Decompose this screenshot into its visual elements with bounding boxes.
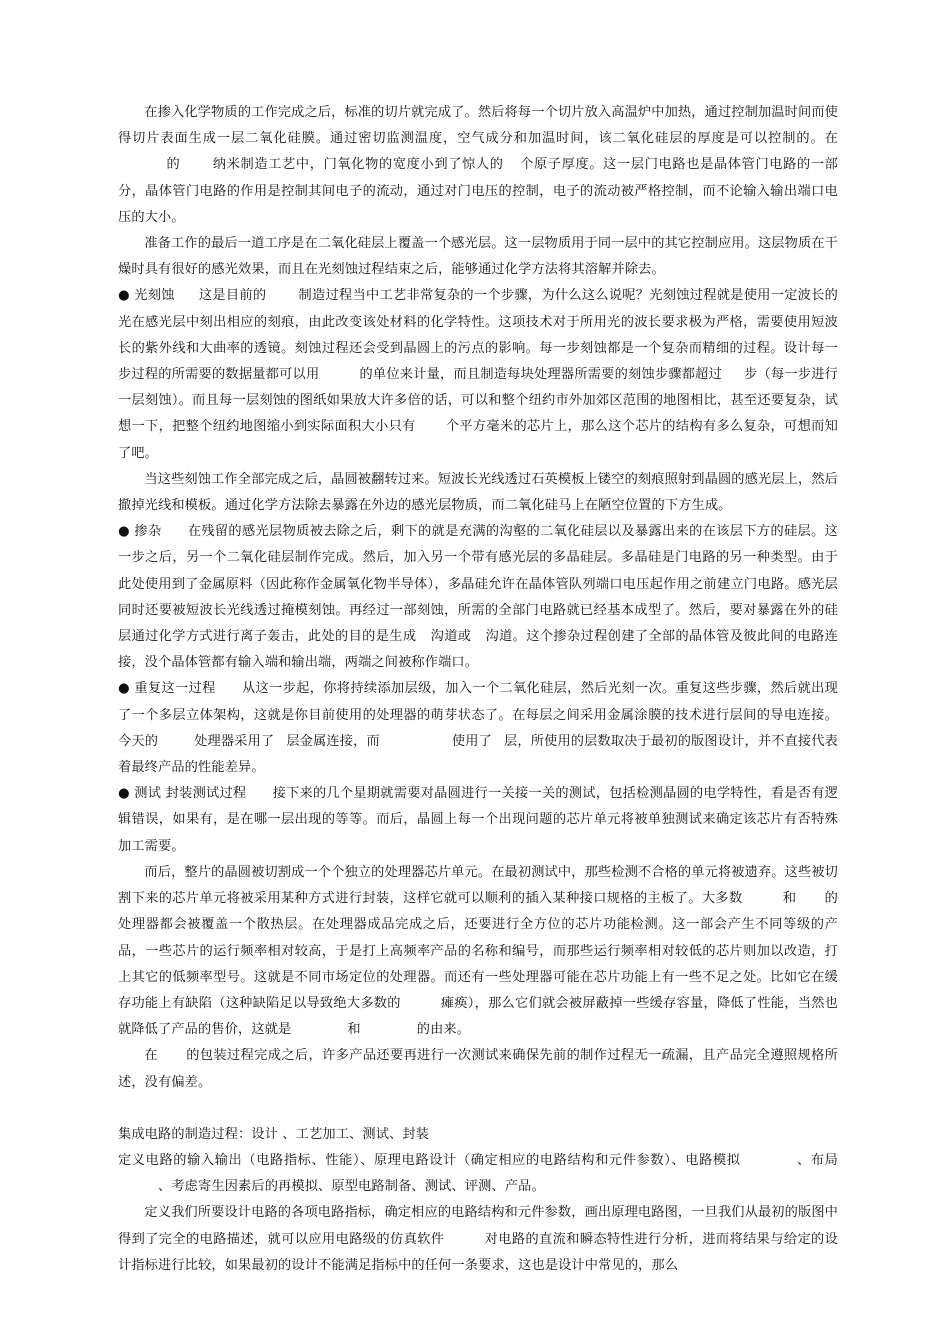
paragraph-repeat-process: ● 重复这一过程 从这一步起，你将持续添加层级，加入一个二氧化硅层，然后光刻一次。重复这些步骤，然后就出现了一个多层立体架构，这就是你目前使用的处理器的萌芽状态了。在每层之间采用金属涂膜的技术进行层间的导电连接。今天的 处理器采用了 层金属连接，而 使用了 层，所使用的层数取决于最初的版图设计，并不直接代表着最终产品的性能差异。 <box>118 681 839 776</box>
section-heading-ic-process: 集成电路的制造过程：设计 、工艺加工、测试、封装 <box>118 1126 430 1142</box>
paragraph-circuit-definition: 定义我们所要设计电路的各项电路指标，确定相应的电路结构和元件参数，画出原理电路图，一旦我们从最初的版图中得到了完全的电路描述，就可以应用电路级的仿真软件 对电路的直流和瞬态特性进行分析，进而将结果与给定的设计指标进行比较，如果最初的设计不能满足指标中的任何一条要求，这也是设计中常见的，那么 <box>118 1205 838 1273</box>
paragraph-design-flow: 定义电路的输入输出（电路指标、性能）、原理电路设计（确定相应的电路结构和元件参数）、电路模拟 、布局、考虑寄生因素后的再模拟、原型电路制备、测试、评测、产品。 <box>118 1152 838 1195</box>
paragraph-packaging: 而后，整片的晶圆被切割成一个个独立的处理器芯片单元。在最初测试中，那些检测不合格的单元将被遗弃。这些被切割下来的芯片单元将被采用某种方式进行封装，这样它就可以顺利的插入某种接口规格的主板了。大多数 和 的处理器都会被覆盖一个散热层。在处理器成品完成之后，还要进行全方位的芯片功能检测。这一部会产生不同等级的产品，一些芯片的运行频率相对较高，于是打上高频率产品的名称和编号，而那些运行频率相对较低的芯片则加以改造，打上其它的低频率型号。这就是不同市场定位的处理器。而还有一些处理器可能在芯片功能上有一些不足之处。比如它在缓存功能上有缺陷（这种缺陷足以导致绝大多数的 瘫痪），那么它们就会被屏蔽掉一些缓存容量，降低了性能，当然也就降低了产品的售价，这就是 和 的由来。 <box>118 864 838 1038</box>
paragraph-etching-complete: 当这些刻蚀工作全部完成之后，晶圆被翻转过来。短波长光线透过石英模板上镂空的刻痕照射到晶圆的感光层上，然后撤掉光线和模板。通过化学方法除去暴露在外边的感光层物质，而二氧化硅马上在陋空位置的下方生成。 <box>118 471 838 514</box>
paragraph-final-test: 在 的包装过程完成之后，许多产品还要再进行一次测试来确保先前的制作过程无一疏漏，且产品完全遵照规格所述，没有偏差。 <box>118 1048 838 1090</box>
paragraph-lithography: ● 光刻蚀 这是目前的 制造过程当中工艺非常复杂的一个步骤，为什么这么说呢？光刻蚀过程就是使用一定波长的光在感光层中刻出相应的刻痕，由此改变该处材料的化学特性。这项技术对于所用光的波长要求极为严格，需要使用短波长的紫外线和大曲率的透镜。刻蚀过程还会受到晶圆上的污点的影响。每一步刻蚀都是一个复杂而精细的过程。设计每一步过程的所需要的数据量都可以用 的单位来计量，而且制造每块处理器所需要的刻蚀步骤都超过 步（每一步进行一层刻蚀）。而且每一层刻蚀的图纸如果放大许多倍的话，可以和整个纽约市外加郊区范围的地图相比，甚至还要复杂，试想一下，把整个纽约地图缩小到实际面积大小只有 个平方毫米的芯片上，那么这个芯片的结构有多么复杂，可想而知了吧。 <box>118 288 839 461</box>
document-page <box>118 100 838 1279</box>
paragraph-oxide-layer: 在掺入化学物质的工作完成之后，标准的切片就完成了。然后将每一个切片放入高温炉中加热，通过控制加温时间而使得切片表面生成一层二氧化硅膜。通过密切监测温度，空气成分和加温时间，该二氧化硅层的厚度是可以控制的。在的 纳米制造工艺中，门氧化物的宽度小到了惊人的 个原子厚度。这一层门电路也是晶体管门电路的一部分，晶体管门电路的作用是控制其间电子的流动，通过对门电压的控制，电子的流动被严格控制，而不论输入输出端口电压的大小。 <box>118 105 838 225</box>
paragraph-testing: ● 测试 封装测试过程 接下来的几个星期就需要对晶圆进行一关接一关的测试，包括检测晶圆的电学特性，看是否有逻辑错误，如果有，是在哪一层出现的等等。而后，晶圆上每一个出现问题的芯片单元将被单独测试来确定该芯片有否特殊加工需要。 <box>118 786 838 854</box>
paragraph-photoresist: 准备工作的最后一道工序是在二氧化硅层上覆盖一个感光层。这一层物质用于同一层中的其它控制应用。这层物质在干燥时具有很好的感光效果，而且在光刻蚀过程结束之后，能够通过化学方法将其溶解并除去。 <box>118 236 838 278</box>
section-gap <box>118 1096 838 1122</box>
paragraph-doping: ● 掺杂 在残留的感光层物质被去除之后，剩下的就是充满的沟壑的二氧化硅层以及暴露出来的在该层下方的硅层。这一步之后，另一个二氧化硅层制作完成。然后，加入另一个带有感光层的多晶硅层。多晶硅是门电路的另一种类型。由于此处使用到了金属原料（因此称作金属氧化物半导体），多晶硅允许在晶体管队列端口电压起作用之前建立门电路。感光层同时还要被短波长光线透过掩模刻蚀。再经过一部刻蚀，所需的全部门电路就已经基本成型了。然后，要对暴露在外的硅层通过化学方式进行离子轰击，此处的目的是生成 沟道或 沟道。这个掺杂过程创建了全部的晶体管及彼此间的电路连接，没个晶体管都有输入端和输出端，两端之间被称作端口。 <box>118 524 838 671</box>
